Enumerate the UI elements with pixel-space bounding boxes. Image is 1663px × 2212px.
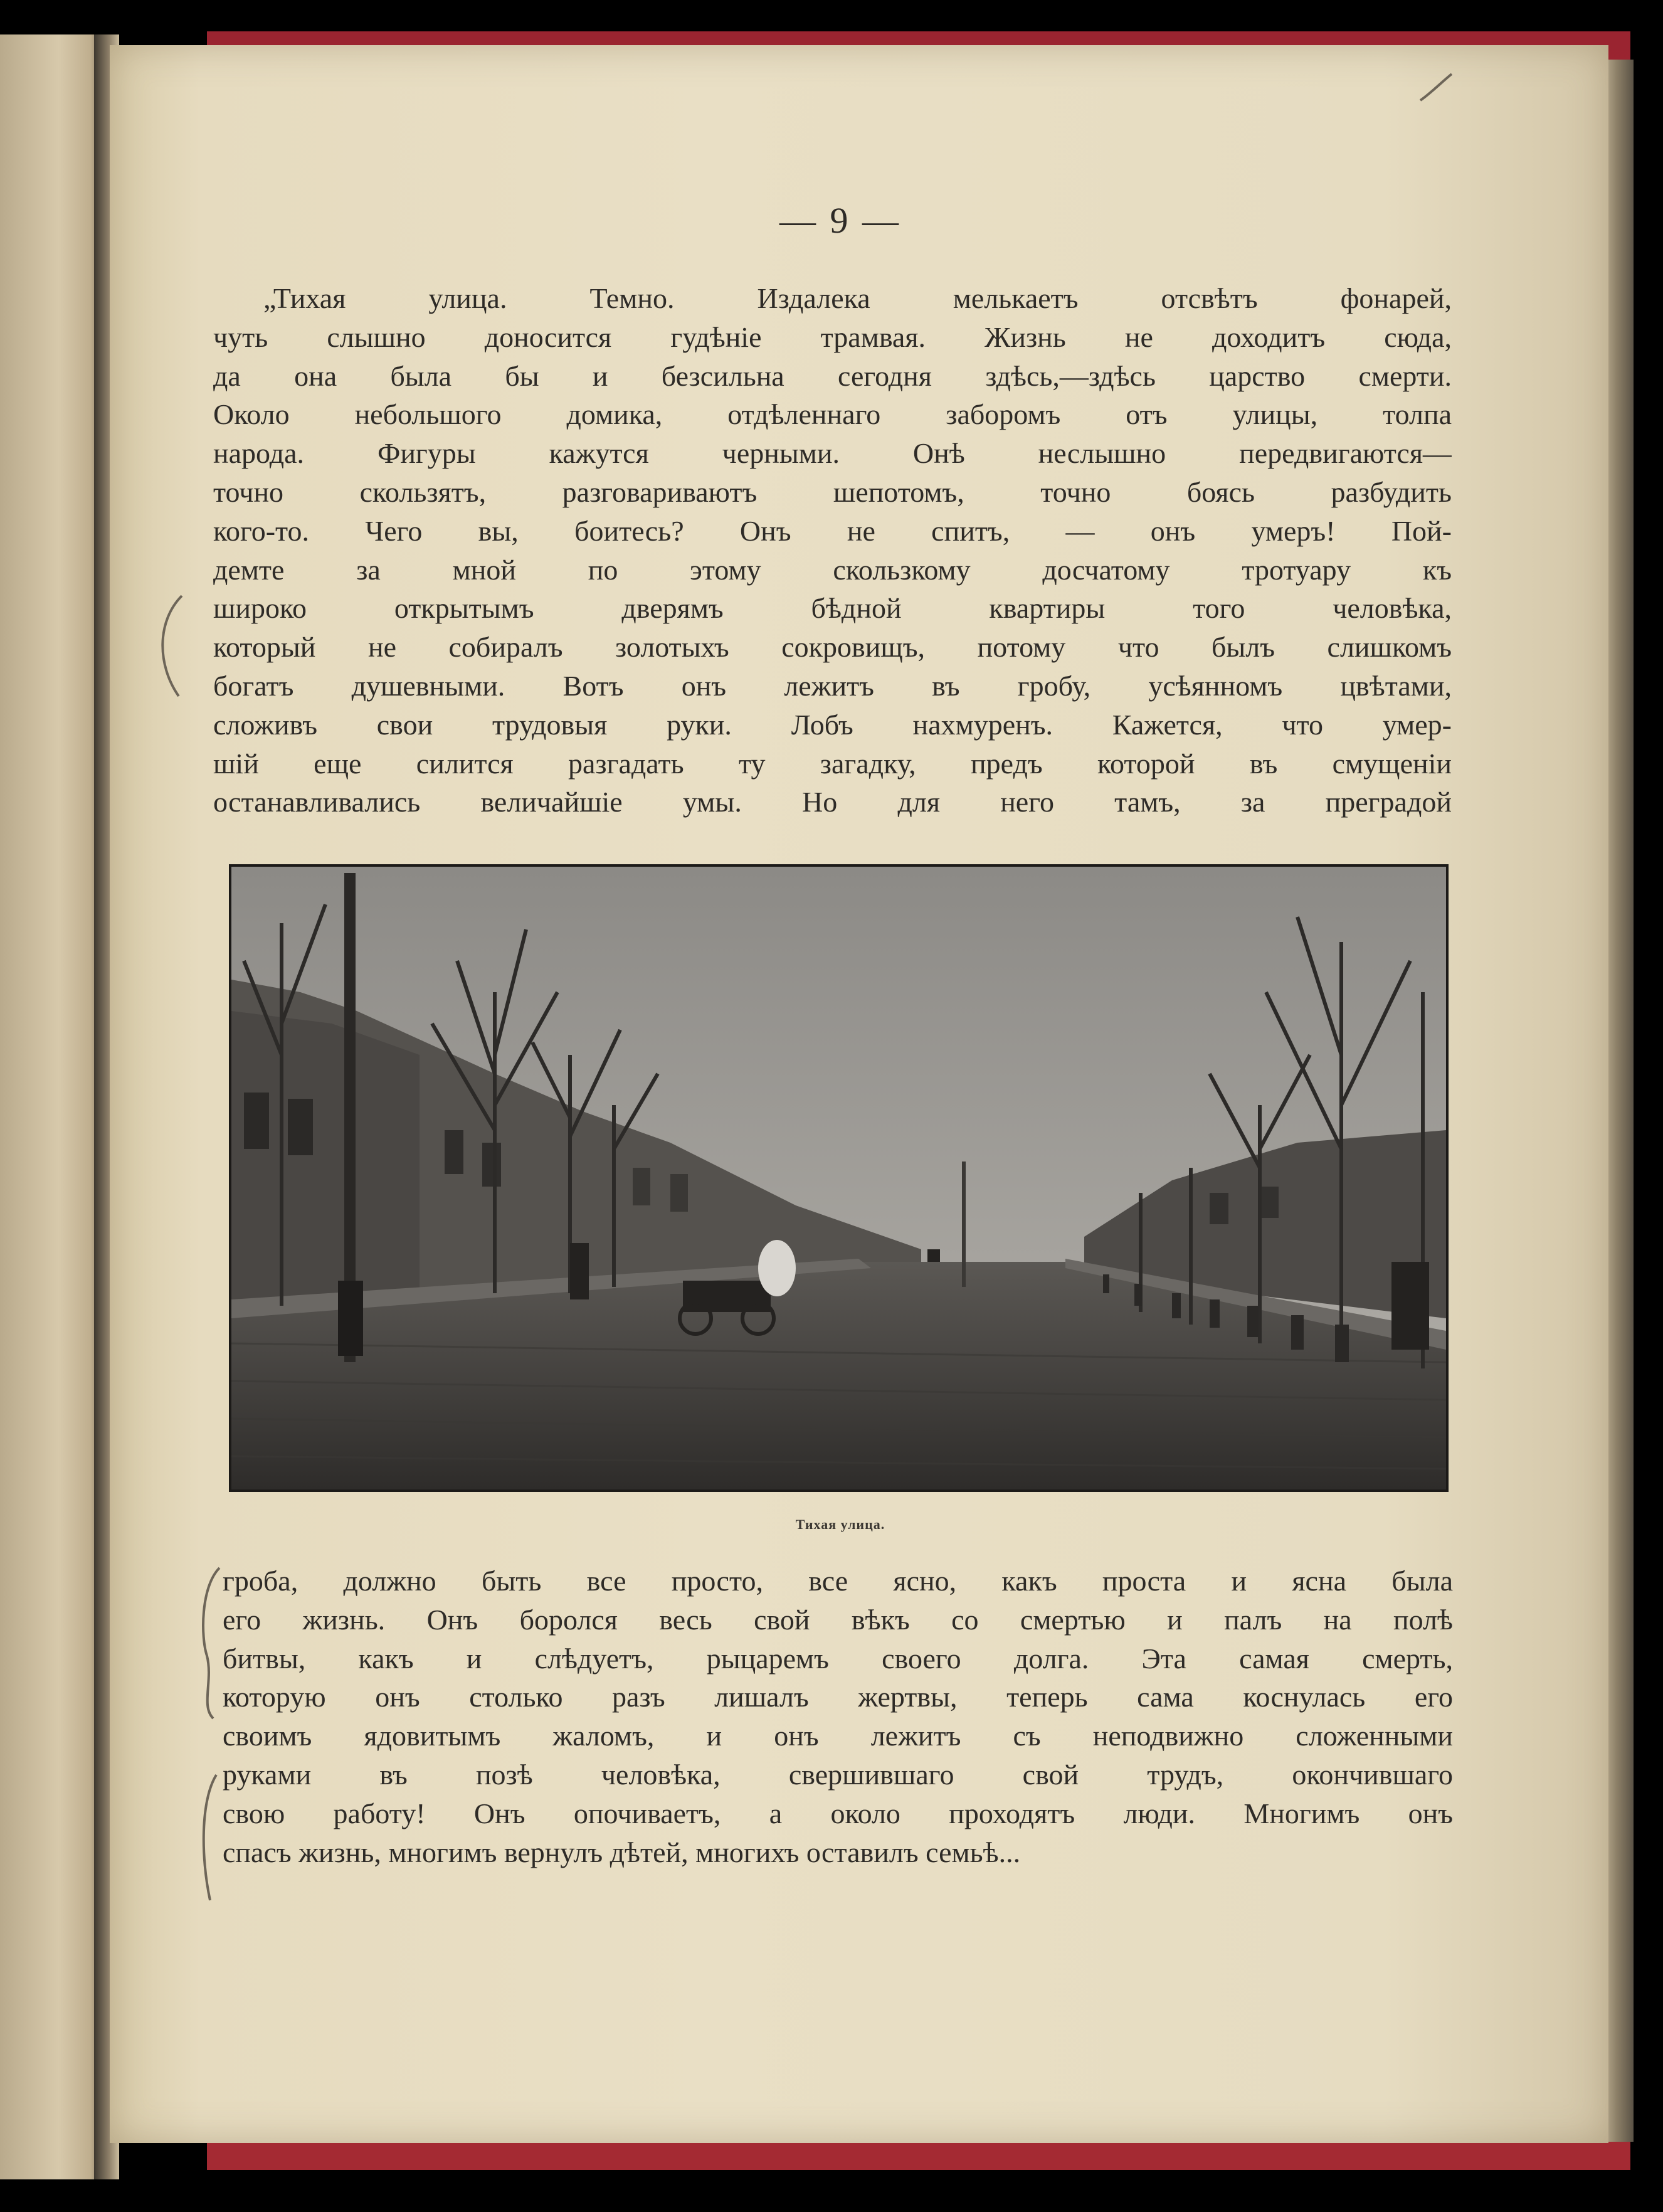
text-line: сложивъ свои трудовыя руки. Лобъ нахмуренъ. Кажется, что умер- — [213, 708, 1452, 741]
text-line: гроба, должно быть все просто, все ясно, какъ проста и ясна была — [223, 1565, 1453, 1597]
text-line: битвы, какъ и слѣдуетъ, рыцаремъ своего долга. Эта самая смерть, — [223, 1642, 1453, 1675]
pencil-bracket-mark — [144, 590, 188, 702]
text-line: спасъ жизнь, многимъ вернулъ дѣтей, многихъ оставилъ семьѣ... — [223, 1836, 1021, 1868]
page-stack-edge — [1605, 60, 1634, 2142]
text-line: Около небольшого домика, отдѣленнаго заборомъ отъ улицы, толпа — [213, 398, 1452, 431]
text-line: точно скользятъ, разговариваютъ шепотомъ, точно боясь разбудить — [213, 475, 1452, 508]
text-line: свою работу! Онъ опочиваетъ, а около проходятъ люди. Многимъ онъ — [223, 1797, 1453, 1829]
page-number: — 9 — — [779, 200, 901, 241]
text-line: своимъ ядовитымъ жаломъ, и онъ лежитъ съ неподвижно сложенными — [223, 1720, 1453, 1752]
text-line: демте за мной по этому скользкому досчатому тротуару къ — [213, 553, 1452, 586]
pencil-bracket-mark — [188, 1562, 226, 1725]
pencil-bracket-mark — [188, 1769, 226, 1907]
text-line: широко открытымъ дверямъ бѣдной квартиры того человѣка, — [213, 592, 1452, 625]
street-photograph — [229, 864, 1449, 1492]
text-line: богатъ душевными. Вотъ онъ лежитъ въ гробу, усѣянномъ цвѣтами, — [213, 669, 1452, 702]
text-line: шій еще силится разгадать ту загадку, предъ которой въ смущеніи — [213, 747, 1452, 780]
street-photo-illustration — [231, 867, 1446, 1490]
text-line: да она была бы и безсильна сегодня здѣсь,—здѣсь царство смерти. — [213, 359, 1452, 392]
facing-page-edge — [0, 34, 107, 2179]
text-line: „Тихая улица. Темно. Издалека мелькаетъ отсвѣтъ фонарей, — [263, 282, 1452, 314]
text-line: народа. Фигуры кажутся черными. Онѣ неслышно передвигаются— — [213, 437, 1452, 470]
text-line: руками въ позѣ человѣка, свершившаго свой трудъ, окончившаго — [223, 1758, 1453, 1791]
pencil-stroke-mark — [1417, 69, 1455, 107]
paragraph-top — [213, 279, 1452, 822]
text-line: останавливались величайшіе умы. Но для него тамъ, за преградой — [213, 786, 1452, 818]
paragraph-bottom — [223, 1562, 1453, 1871]
photo-caption: Тихая улица. — [795, 1516, 885, 1532]
text-line: который не собиралъ золотыхъ сокровищъ, потому что былъ слишкомъ — [213, 631, 1452, 664]
text-line: которую онъ столько разъ лишалъ жертвы, теперь сама коснулась его — [223, 1681, 1453, 1713]
text-line: его жизнь. Онъ боролся весь свой вѣкъ со смертью и палъ на полѣ — [223, 1603, 1453, 1636]
text-line: кого-то. Чего вы, боитесь? Онъ не спитъ, — онъ умеръ! Пой- — [213, 514, 1452, 547]
text-line: чуть слышно доносится гудѣніе трамвая. Жизнь не доходитъ сюда, — [213, 320, 1452, 353]
